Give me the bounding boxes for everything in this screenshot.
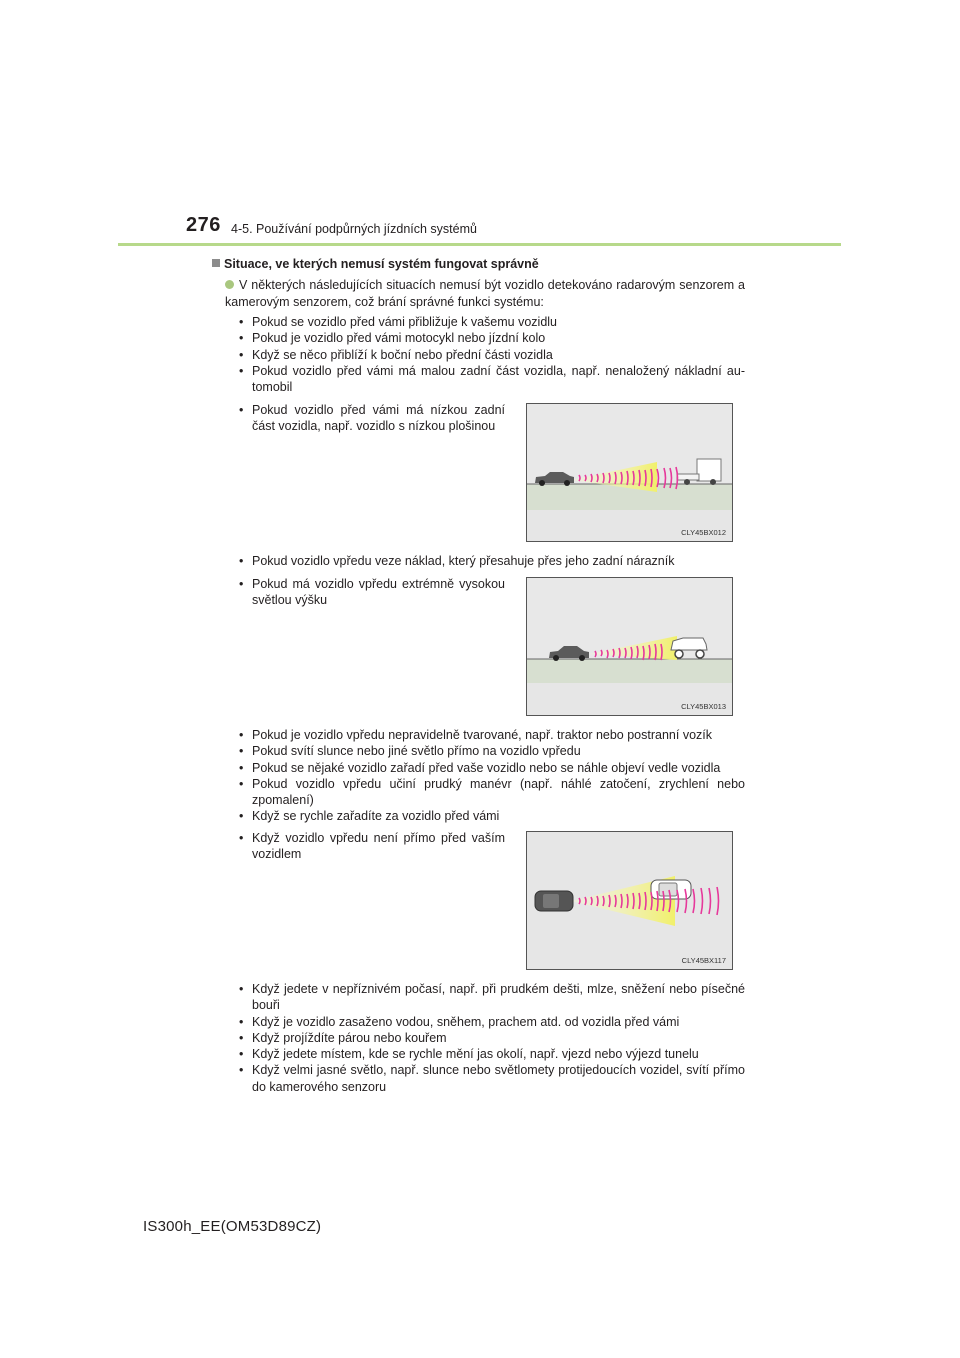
figure-1-caption (239, 402, 505, 435)
list-item: • Když je vozidlo zasaženo vodou, sněhem, prachem atd. od vozidla před vámi (239, 1014, 745, 1030)
list-item: • Pokud vozidlo vpředu učiní prudký manévr (např. náhlé zatočení, zrychlení nebo zpomalení) (239, 776, 745, 809)
list-item: • Když projíždíte párou nebo kouřem (239, 1030, 745, 1046)
circle-bullet-icon (225, 280, 234, 289)
figure-code: CLY45BX012 (681, 528, 726, 537)
list-item: • Pokud vozidlo před vámi má nízkou zadní část vozidla, např. vozidlo s nízkou plošinou (239, 402, 505, 435)
section-title (212, 257, 539, 271)
list-item: • Pokud je vozidlo před vámi motocykl nebo jízdní kolo (239, 330, 745, 346)
list-item: • Pokud se nějaké vozidlo zařadí před vaše vozidlo nebo se náhle objeví vedle vozidla (239, 760, 745, 776)
chapter-title: 4-5. Používání podpůrných jízdních systémů (231, 222, 477, 236)
list-item: • Když vozidlo vpředu není přímo před vaším vozidlem (239, 830, 505, 863)
figure-offset-vehicle (526, 831, 733, 970)
situation-list-1 (239, 314, 745, 395)
page-number: 276 (186, 214, 221, 236)
radar-illustration (527, 832, 732, 969)
figure-2-caption (239, 576, 505, 609)
figure-low-rear-vehicle (526, 403, 733, 542)
situation-item-overhang (239, 553, 745, 569)
figure-code: CLY45BX117 (681, 956, 726, 965)
list-item: • Když se rychle zařadíte za vozidlo před vámi (239, 808, 745, 824)
intro-paragraph (225, 277, 745, 310)
radar-illustration (527, 404, 732, 541)
figure-high-clearance-vehicle (526, 577, 733, 716)
list-item: • Když se něco přiblíží k boční nebo přední části vozidla (239, 347, 745, 363)
list-item: • Pokud svítí slunce nebo jiné světlo přímo na vozidlo vpředu (239, 743, 745, 759)
radar-illustration (527, 578, 732, 715)
list-item: • Pokud je vozidlo vpředu nepravidelně tvarované, např. traktor nebo postranní vozík (239, 727, 745, 743)
list-item: • Pokud vozidlo před vámi má malou zadní část vozidla, např. nenaložený nákladní automobil (239, 363, 745, 396)
figure-3-caption (239, 830, 505, 863)
list-item: • Pokud se vozidlo před vámi přibližuje k vašemu vozidlu (239, 314, 745, 330)
manual-code-footer: IS300h_EE(OM53D89CZ) (143, 1218, 322, 1235)
square-bullet-icon (212, 259, 220, 267)
figure-code: CLY45BX013 (681, 702, 726, 711)
list-item: • Pokud vozidlo vpředu veze náklad, který přesahuje přes jeho zadní nárazník (239, 553, 745, 569)
header-rule (118, 243, 841, 246)
intro-text: V některých následujících situacích nemusí být vozidlo detekováno radarovým senzorem a kamerovým senzorem, což brání správné funkci systému: (225, 278, 745, 309)
list-item: • Když velmi jasné světlo, např. slunce nebo světlomety protijedoucích vozidel, svítí přímo do kamerového senzoru (239, 1062, 745, 1095)
section-title-text: Situace, ve kterých nemusí systém fungovat správně (224, 257, 539, 271)
list-item: • Pokud má vozidlo vpředu extrémně vysokou světlou výšku (239, 576, 505, 609)
situation-list-3 (239, 981, 745, 1095)
situation-list-2 (239, 727, 745, 825)
list-item: • Když jedete v nepříznivém počasí, např. při prudkém dešti, mlze, sněžení nebo písečné bouři (239, 981, 745, 1014)
list-item: • Když jedete místem, kde se rychle mění jas okolí, např. vjezd nebo výjezd tunelu (239, 1046, 745, 1062)
